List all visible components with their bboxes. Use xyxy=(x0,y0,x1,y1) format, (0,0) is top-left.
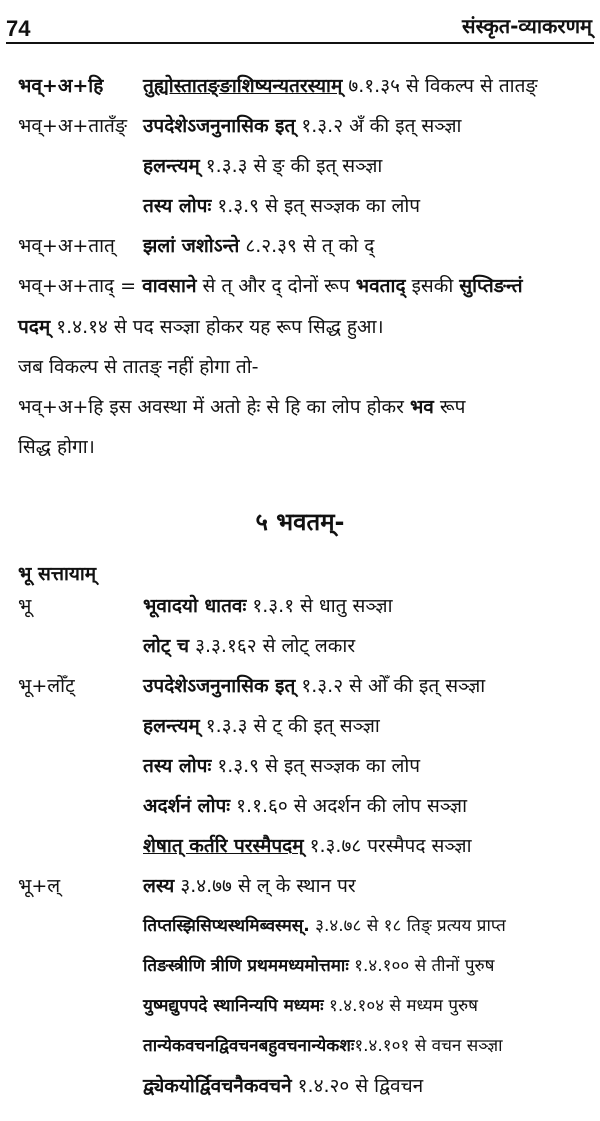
sutra: वावसाने xyxy=(142,275,197,297)
sutra-note: ३.३.१६२ से लोट् लकार xyxy=(189,635,356,657)
sutra-note: १.४.१०१ से वचन सञ्ज्ञा xyxy=(354,1036,503,1056)
sutra: हलन्त्यम् xyxy=(143,715,200,737)
sutra-note: १.४.२० से द्विवचन xyxy=(291,1075,424,1097)
sutra: झलां जशोऽन्ते xyxy=(143,235,240,257)
paragraph-line xyxy=(18,272,523,300)
derivation-form: भव्+अ+हि xyxy=(18,75,104,97)
sutra-note: ३.४.७८ से १८ तिङ् प्रत्यय प्राप्त xyxy=(309,916,506,936)
derivation-step xyxy=(143,952,494,980)
sutra-note: १.३.९ से इत् सञ्ज्ञक का लोप xyxy=(211,195,421,217)
dhatu-root: भू सत्तायाम् xyxy=(18,563,97,585)
sutra: लोट् च xyxy=(143,635,190,657)
page-number: 74 xyxy=(6,16,31,41)
derivation-step xyxy=(143,832,472,860)
derivation-step xyxy=(143,872,356,900)
text-run: भव्+अ+हि इस अवस्था में अतो हेः से हि का लोप होकर xyxy=(18,396,410,418)
sutra: उपदेशेऽजनुनासिक इत् xyxy=(143,115,296,137)
derivation-form: भू+ल् xyxy=(18,875,61,897)
sutra: उपदेशेऽजनुनासिक इत् xyxy=(143,675,296,697)
sutra: तान्येकवचनद्विवचनबहुवचनान्येकशः xyxy=(143,1036,355,1056)
derivation-step xyxy=(143,152,382,180)
derivation-step xyxy=(143,1072,423,1100)
derivation-step xyxy=(143,592,393,620)
sutra: द्व्येकयोर्द्विवचनैकवचने xyxy=(143,1075,292,1097)
paragraph-line: सिद्ध होगा। xyxy=(18,436,95,458)
derivation-step xyxy=(143,72,538,100)
derivation-step xyxy=(143,192,420,220)
sutra-note: १.३.२ अँ की इत् सञ्ज्ञा xyxy=(295,115,462,137)
page-header xyxy=(0,0,600,44)
sutra-note: १.३.२ से ओँ की इत् सञ्ज्ञा xyxy=(295,675,486,697)
derivation-step xyxy=(143,712,380,740)
word-form: भव xyxy=(409,396,434,418)
derivation-step xyxy=(143,112,461,140)
derivation-step xyxy=(143,1032,503,1060)
sutra: तुह्योस्तातङ्ङाशिष्यन्यतरस्याम् xyxy=(143,75,343,97)
derivation-step xyxy=(143,632,355,660)
sutra: शेषात् कर्तरि परस्मैपदम् xyxy=(143,835,304,857)
section-heading: ५ भवतम्- xyxy=(255,508,345,536)
derivation-form: भव्+अ+तात् xyxy=(18,235,115,257)
sutra: भूवादयो धातवः xyxy=(143,595,247,617)
sutra-note: ८.२.३९ से त् को द् xyxy=(239,235,375,257)
sutra-note: १.३.७८ परस्मैपद सञ्ज्ञा xyxy=(303,835,472,857)
text-run: इसकी xyxy=(405,275,460,297)
sutra-note: १.३.९ से इत् सञ्ज्ञक का लोप xyxy=(211,755,421,777)
sutra: तिङस्त्रीणि त्रीणि प्रथममध्यमोत्तमाः xyxy=(143,956,349,976)
sutra: युष्मद्युपपदे स्थानिन्यपि मध्यमः xyxy=(143,996,324,1016)
text-run: भव्+अ+ताद् = xyxy=(18,275,143,297)
sutra: सुप्तिङन्तं xyxy=(459,275,523,297)
sutra-note: ३.४.७७ से ल् के स्थान पर xyxy=(174,875,356,897)
derivation-step xyxy=(143,232,374,260)
sutra: लस्य xyxy=(143,875,175,897)
sutra: हलन्त्यम् xyxy=(143,155,200,177)
paragraph-line: जब विकल्प से तातङ् नहीं होगा तो- xyxy=(18,356,259,378)
sutra-note: १.३.१ से धातु सञ्ज्ञा xyxy=(246,595,393,617)
derivation-form: भव्+अ+तातँङ् xyxy=(18,115,127,137)
derivation-step xyxy=(143,752,420,780)
derivation-step xyxy=(143,912,506,940)
derivation-form: भू+लोँट् xyxy=(18,675,75,697)
text-run: १.४.१४ से पद सञ्ज्ञा होकर यह रूप सिद्ध हुआ। xyxy=(50,316,384,338)
paragraph-line xyxy=(18,313,384,341)
sutra: तस्य लोपः xyxy=(143,755,212,777)
sutra-note: १.३.३ से ङ् की इत् सञ्ज्ञा xyxy=(199,155,383,177)
derivation-step xyxy=(143,672,485,700)
sutra-note: १.३.३ से ट् की इत् सञ्ज्ञा xyxy=(199,715,380,737)
sutra: पदम् xyxy=(18,316,51,338)
sutra: तिप्तस्झिसिप्थस्थमिब्वस्मस्. xyxy=(143,916,310,936)
sutra-note: १.४.१०० से तीनों पुरुष xyxy=(348,956,495,976)
sutra-note: १.४.१०४ से मध्यम पुरुष xyxy=(323,996,478,1016)
text-run: से त् और द् दोनों रूप xyxy=(196,275,356,297)
sutra-note: १.१.६० से अदर्शन की लोप सञ्ज्ञा xyxy=(230,795,467,817)
running-title: संस्कृत-व्याकरणम् xyxy=(462,14,592,38)
text-run: रूप xyxy=(433,396,466,418)
word-form: भवताद् xyxy=(355,275,406,297)
header-rule xyxy=(6,42,594,44)
derivation-step xyxy=(143,792,467,820)
sutra: तस्य लोपः xyxy=(143,195,212,217)
derivation-form: भू xyxy=(18,595,32,617)
sutra-note: ७.१.३५ से विकल्प से तातङ् xyxy=(342,75,538,97)
paragraph-line xyxy=(18,393,465,421)
sutra: अदर्शनं लोपः xyxy=(143,795,231,817)
derivation-step xyxy=(143,992,478,1020)
